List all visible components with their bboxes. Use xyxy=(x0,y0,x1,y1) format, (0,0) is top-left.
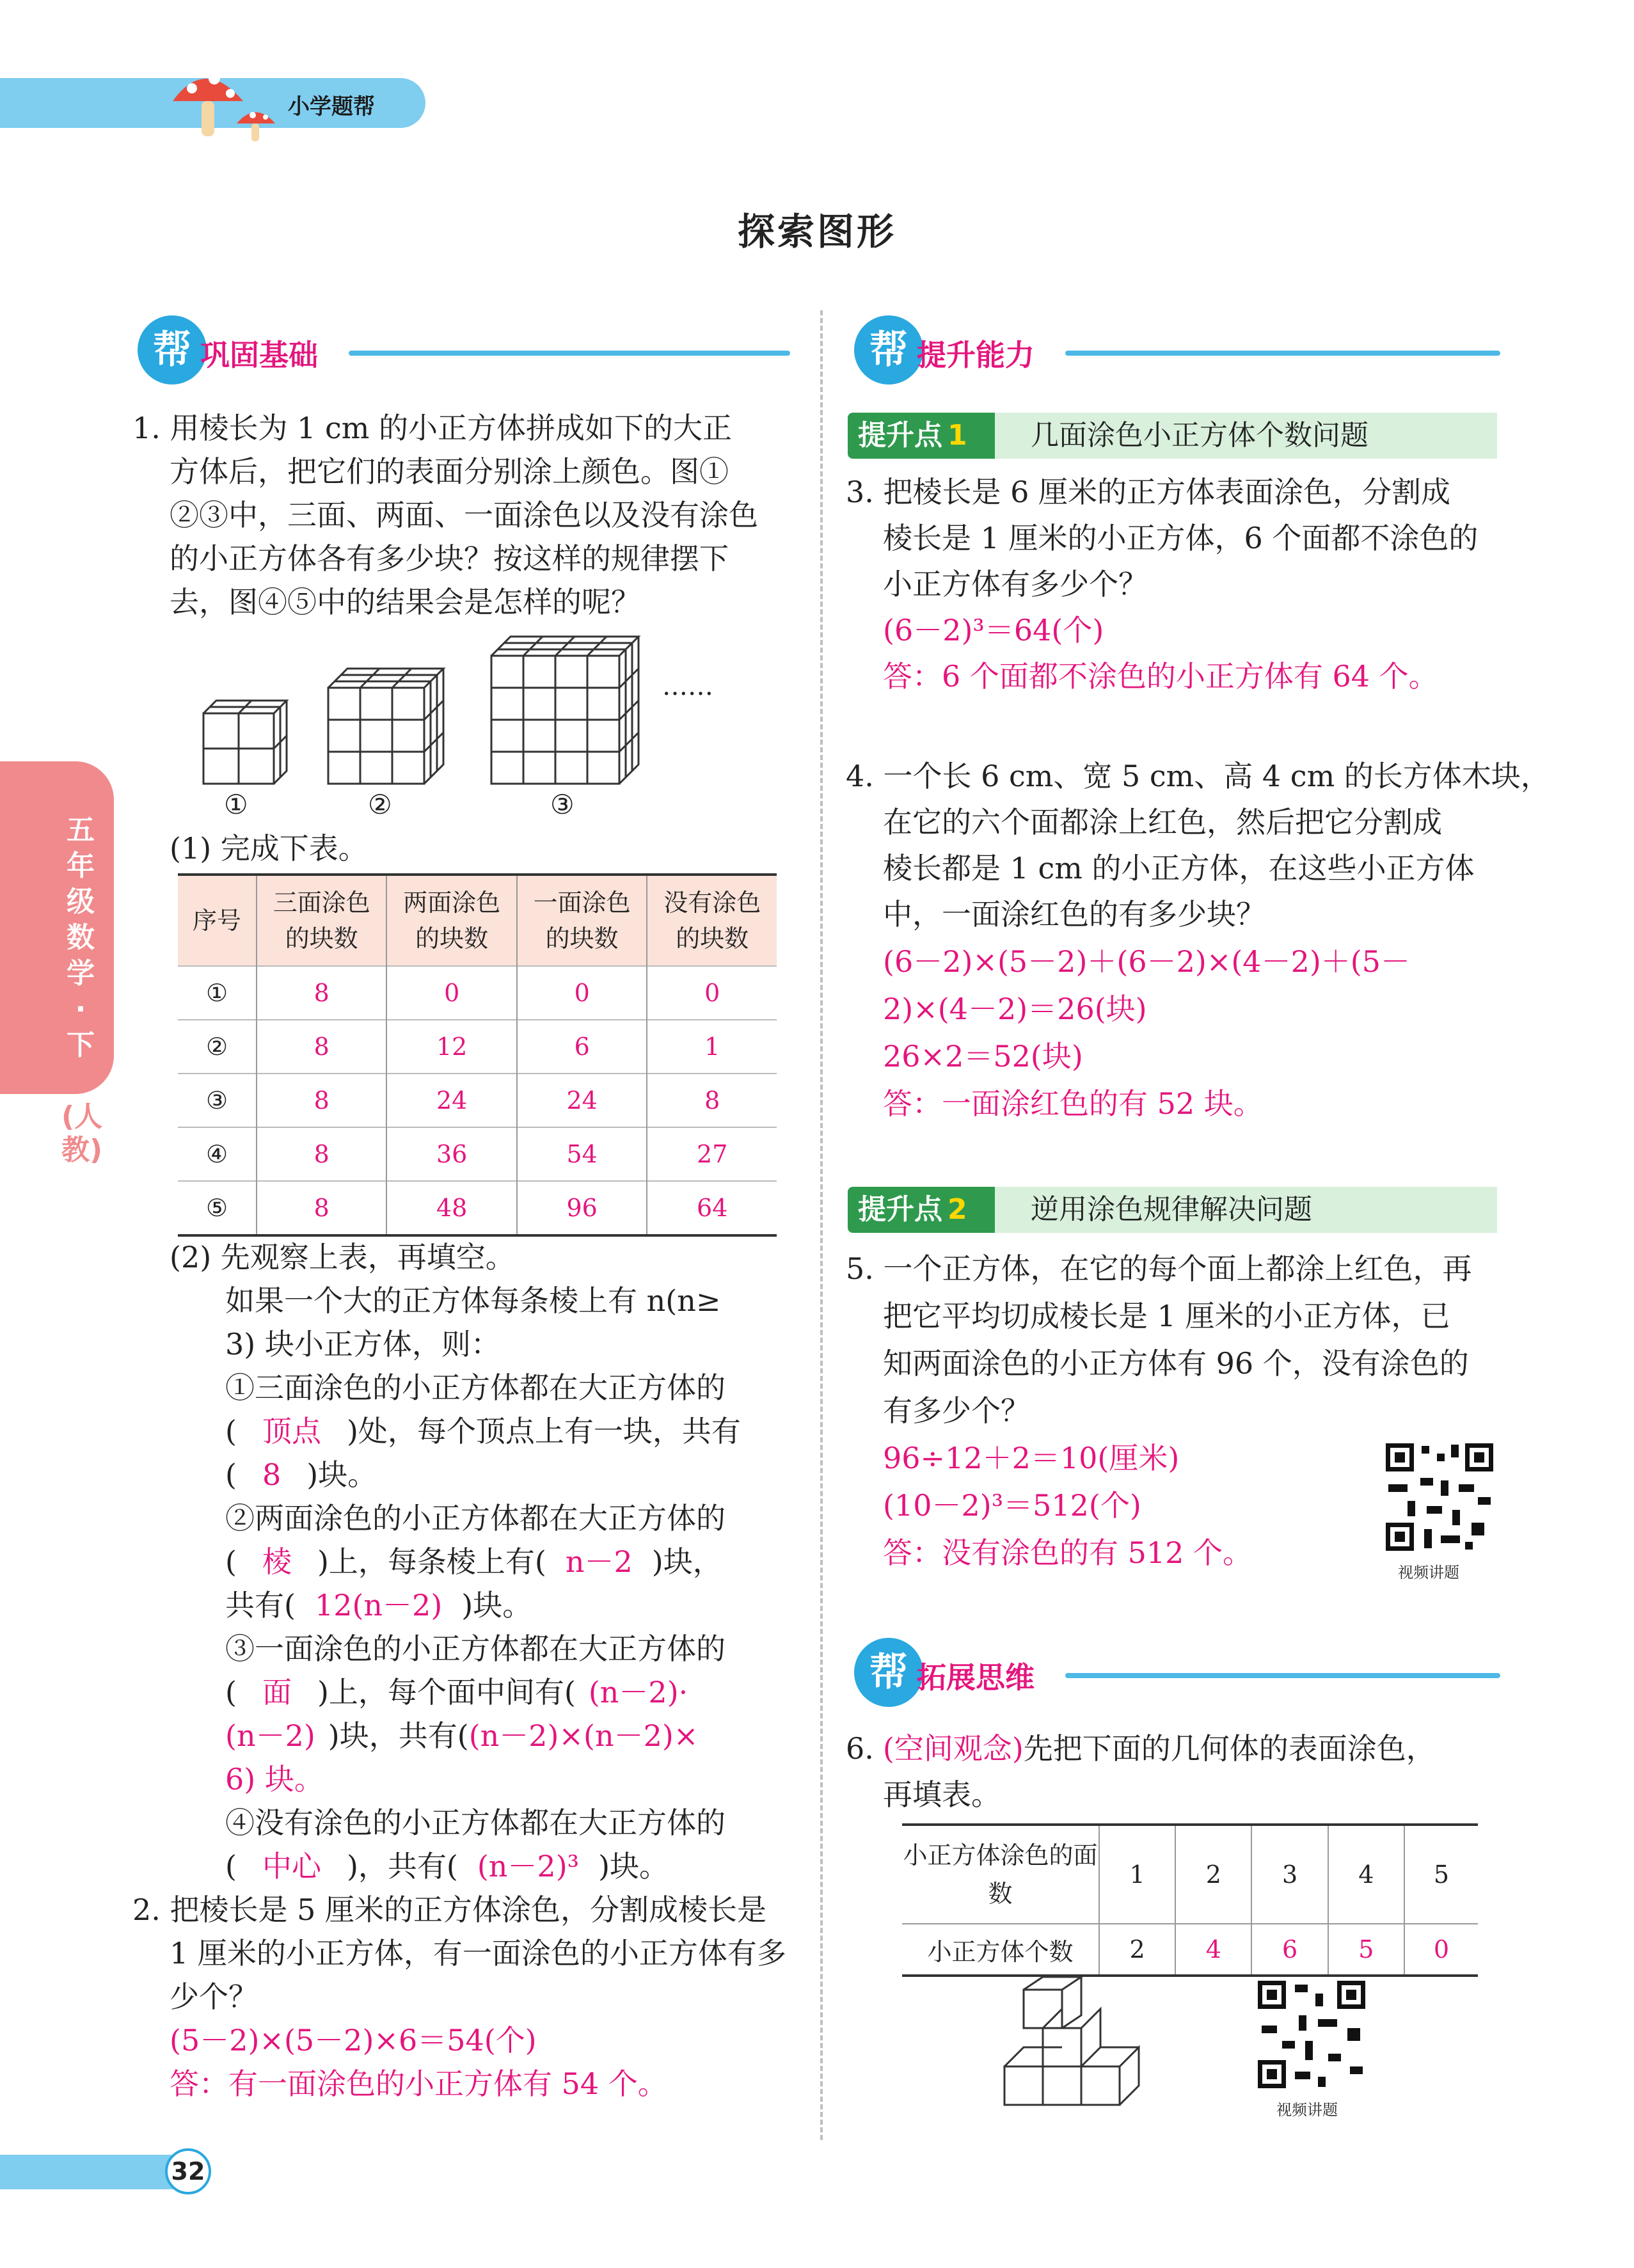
answer-fill: 顶点 xyxy=(262,1414,321,1448)
section-rule xyxy=(349,351,790,356)
q2-line: 1 厘米的小正方体，有一面涂色的小正方体有多 xyxy=(170,1936,786,1971)
table-cell: 4 xyxy=(1175,1924,1251,1976)
table-cell: 2 xyxy=(1175,1825,1251,1924)
fill-text: )块。 xyxy=(598,1849,669,1883)
side-tab-sub: (人教) xyxy=(61,1100,103,1166)
q5-line: 知两面涂色的小正方体有 96 个，没有涂色的 xyxy=(883,1346,1469,1381)
figure-label: ① xyxy=(224,789,248,820)
qr-caption: 视频讲题 xyxy=(1276,2101,1338,2119)
paren: ( xyxy=(225,1675,237,1709)
fill-text: )块。 xyxy=(461,1588,532,1622)
q5-line: 有多少个？ xyxy=(883,1393,1030,1428)
table-cell: 0 xyxy=(517,966,647,1020)
fill-text: )处，每个顶点上有一块，共有 xyxy=(346,1414,741,1448)
table-cell: 27 xyxy=(647,1127,777,1181)
table-cell: 4 xyxy=(1328,1825,1404,1924)
q1-fill-line xyxy=(225,1715,698,1757)
q5-answer: (10－2)³＝512(个) xyxy=(883,1488,1141,1523)
row-index: ⑤ xyxy=(178,1181,257,1235)
answer-fill: 棱 xyxy=(262,1544,292,1579)
q1-fill-line xyxy=(225,1584,532,1626)
table-cell: 2 xyxy=(1099,1924,1175,1976)
page-number: 32 xyxy=(165,2148,211,2194)
q4-line: 棱长都是 1 cm 的小正方体，在这些小正方体 xyxy=(883,851,1475,885)
q5-answer: 答：没有涂色的有 512 个。 xyxy=(883,1535,1253,1570)
q1-line: 去，图④⑤中的结果会是怎样的呢？ xyxy=(170,585,640,619)
q1-text: ④没有涂色的小正方体都在大正方体的 xyxy=(225,1805,726,1840)
q1-text: ①三面涂色的小正方体都在大正方体的 xyxy=(225,1370,726,1405)
tisheng-badge: 提升点 1 xyxy=(848,413,1004,459)
section-title: 提升能力 xyxy=(917,338,1035,372)
fill-text: )块， xyxy=(651,1544,722,1579)
tisheng-text: 几面涂色小正方体个数问题 xyxy=(995,413,1497,459)
q1-fill-line xyxy=(225,1541,722,1583)
tisheng-text: 逆用涂色规律解决问题 xyxy=(995,1187,1497,1233)
q1-fill-line xyxy=(225,1845,669,1887)
q3-answer: (6－2)³＝64(个) xyxy=(883,613,1104,647)
fill-text: )上，每个面中间有( xyxy=(317,1675,576,1709)
answer-fill: (n－2) xyxy=(225,1718,315,1753)
q1-text: 如果一个大的正方体每条棱上有 n(n≥ xyxy=(225,1283,721,1318)
fill-text: )块，共有( xyxy=(328,1718,469,1753)
section-title: 巩固基础 xyxy=(200,338,318,372)
q6-line xyxy=(846,1727,1436,1770)
q3-line: 棱长是 1 厘米的小正方体，6 个面都不涂色的 xyxy=(883,521,1479,555)
table-cell: 1 xyxy=(1099,1825,1175,1924)
table-cell: 8 xyxy=(257,1127,386,1181)
q1-fill-line xyxy=(225,1410,741,1452)
fill-text: )，共有( xyxy=(346,1849,458,1883)
table-header: 没有涂色的块数 xyxy=(647,875,777,966)
mushroom-icon xyxy=(166,56,282,146)
row-label: 小正方体个数 xyxy=(902,1924,1099,1976)
table-cell: 0 xyxy=(1404,1924,1478,1976)
section-title: 拓展思维 xyxy=(917,1660,1035,1695)
table-header: 两面涂色的块数 xyxy=(386,875,517,966)
tisheng-bar-2 xyxy=(848,1187,1497,1233)
q5-line: 把它平均切成棱长是 1 厘米的小正方体，已 xyxy=(883,1299,1450,1333)
table-row xyxy=(178,1127,777,1181)
table-cell: 6 xyxy=(517,1020,647,1074)
q6-text: 先把下面的几何体的表面涂色， xyxy=(1023,1731,1436,1766)
q2-answer: (5－2)×(5－2)×6＝54(个) xyxy=(170,2023,537,2058)
table-header: 一面涂色的块数 xyxy=(517,875,647,966)
row-index: ③ xyxy=(178,1074,257,1127)
q1-part2: (2) 先观察上表，再填空。 xyxy=(170,1240,515,1274)
q1-table xyxy=(178,873,777,1237)
table-cell: 8 xyxy=(257,1181,386,1235)
paren: ( xyxy=(225,1457,237,1492)
q2-line: 2. 把棱长是 5 厘米的正方体涂色，分割成棱长是 xyxy=(132,1892,767,1927)
table-cell: 5 xyxy=(1404,1825,1478,1924)
q1-line: ②③中，三面、两面、一面涂色以及没有涂色 xyxy=(170,498,758,532)
table-cell: 0 xyxy=(647,966,777,1020)
row-index: ② xyxy=(178,1020,257,1074)
fill-text: 6) 块。 xyxy=(225,1762,324,1796)
badge-icon: 帮 xyxy=(138,315,207,385)
qr-caption: 视频讲题 xyxy=(1398,1564,1459,1582)
ellipsis: …… xyxy=(662,672,713,701)
q1-line: 1. 用棱长为 1 cm 的小正方体拼成如下的大正 xyxy=(132,411,733,445)
section-rule xyxy=(1065,351,1500,356)
table-cell: 1 xyxy=(647,1020,777,1074)
q6-number: 6. xyxy=(846,1731,874,1766)
section-rule xyxy=(1065,1673,1500,1678)
table-cell: 8 xyxy=(257,966,386,1020)
table-row xyxy=(178,1020,777,1074)
page-title: 探索图形 xyxy=(737,210,896,253)
q1-part1: (1) 完成下表。 xyxy=(170,831,368,866)
table-cell: 8 xyxy=(257,1020,386,1074)
q4-line: 4. 一个长 6 cm、宽 5 cm、高 4 cm 的长方体木块， xyxy=(846,759,1550,793)
section-banner-basic xyxy=(138,315,790,386)
table-cell: 96 xyxy=(517,1181,647,1235)
answer-fill: (n－2)×(n－2)× xyxy=(468,1718,699,1753)
figure-label: ② xyxy=(368,789,392,820)
answer-fill: n－2 xyxy=(565,1544,633,1579)
q4-answer: 答：一面涂红色的有 52 块。 xyxy=(883,1086,1263,1121)
answer-fill: 8 xyxy=(262,1457,282,1492)
q6-line: 再填表。 xyxy=(883,1777,1001,1812)
table-cell: 24 xyxy=(517,1074,647,1127)
table-cell: 8 xyxy=(257,1074,386,1127)
brand-label: 小学题帮 xyxy=(288,94,375,120)
fill-text: )上，每条棱上有( xyxy=(317,1544,546,1579)
table-cell: 64 xyxy=(647,1181,777,1235)
answer-fill: (n－2)³ xyxy=(477,1849,580,1883)
table-cell: 6 xyxy=(1251,1924,1328,1976)
answer-fill: (n－2)· xyxy=(588,1675,688,1709)
q1-fill-line xyxy=(225,1454,377,1496)
figure-label: ③ xyxy=(550,789,575,820)
tisheng-badge: 提升点 2 xyxy=(848,1187,1004,1233)
q4-answer: 2)×(4－2)＝26(块) xyxy=(883,992,1147,1026)
table-row xyxy=(178,1181,777,1235)
side-tab-text: 五年级数学·下 xyxy=(67,814,95,1061)
table-cell: 54 xyxy=(517,1127,647,1181)
q4-line: 在它的六个面都涂上红色，然后把它分割成 xyxy=(883,805,1442,839)
q1-text: 3) 块小正方体，则： xyxy=(225,1327,500,1361)
q4-answer: 26×2＝52(块) xyxy=(883,1039,1083,1074)
section-banner-advance xyxy=(854,315,1500,386)
q3-line: 小正方体有多少个？ xyxy=(883,567,1148,601)
q4-answer: (6－2)×(5－2)＋(6－2)×(4－2)＋(5－ xyxy=(883,944,1411,979)
answer-fill: 12(n－2) xyxy=(314,1588,443,1622)
q2-answer: 答：有一面涂色的小正方体有 54 个。 xyxy=(170,2066,667,2101)
q4-line: 中，一面涂红色的有多少块？ xyxy=(883,897,1265,932)
table-cell: 48 xyxy=(386,1181,517,1235)
row-index: ④ xyxy=(178,1127,257,1181)
qr-code-icon[interactable] xyxy=(1382,1439,1497,1555)
table-header: 三面涂色的块数 xyxy=(257,875,386,966)
q1-line: 方体后，把它们的表面分别涂上颜色。图① xyxy=(170,454,729,489)
qr-code-icon[interactable] xyxy=(1254,1977,1369,2092)
badge-icon: 帮 xyxy=(854,315,923,385)
cube-stack-figure xyxy=(998,1977,1152,2130)
q1-text: ②两面涂色的小正方体都在大正方体的 xyxy=(225,1501,726,1535)
answer-fill: 面 xyxy=(262,1675,292,1709)
q1-text xyxy=(225,1758,324,1800)
table-row xyxy=(178,966,777,1020)
q1-fill-line xyxy=(225,1671,688,1713)
table-cell: 5 xyxy=(1328,1924,1404,1976)
table-cell: 8 xyxy=(647,1074,777,1127)
table-header: 序号 xyxy=(178,875,257,966)
table-cell: 0 xyxy=(386,966,517,1020)
section-banner-extend xyxy=(854,1638,1500,1708)
table-cell: 3 xyxy=(1251,1825,1328,1924)
table-cell: 24 xyxy=(386,1074,517,1127)
cube-figures xyxy=(192,627,691,832)
q6-tag: (空间观念) xyxy=(882,1731,1024,1766)
q1-text: ③一面涂色的小正方体都在大正方体的 xyxy=(225,1631,726,1666)
q3-answer: 答：6 个面都不涂色的小正方体有 64 个。 xyxy=(883,659,1438,694)
table-row xyxy=(178,1074,777,1127)
q3-line: 3. 把棱长是 6 厘米的正方体表面涂色，分割成 xyxy=(846,475,1451,509)
q5-line: 5. 一个正方体，在它的每个面上都涂上红色，再 xyxy=(846,1251,1472,1286)
row-label: 小正方体涂色的面数 xyxy=(902,1825,1099,1924)
answer-fill: 中心 xyxy=(262,1849,321,1883)
paren: ( xyxy=(225,1544,237,1579)
table-cell: 36 xyxy=(386,1127,517,1181)
q1-line: 的小正方体各有多少块？按这样的规律摆下 xyxy=(170,541,729,576)
column-divider xyxy=(820,310,823,2140)
paren: ( xyxy=(225,1414,237,1448)
row-index: ① xyxy=(178,966,257,1020)
paren: ( xyxy=(225,1849,237,1883)
badge-icon: 帮 xyxy=(854,1638,923,1707)
table-cell: 12 xyxy=(386,1020,517,1074)
paren: 共有( xyxy=(225,1588,296,1622)
q6-table xyxy=(902,1823,1478,1977)
fill-text: )块。 xyxy=(306,1457,377,1492)
tisheng-bar-1 xyxy=(848,413,1497,459)
q2-line: 少个？ xyxy=(170,1979,258,2014)
q5-answer: 96÷12＋2＝10(厘米) xyxy=(883,1441,1180,1475)
